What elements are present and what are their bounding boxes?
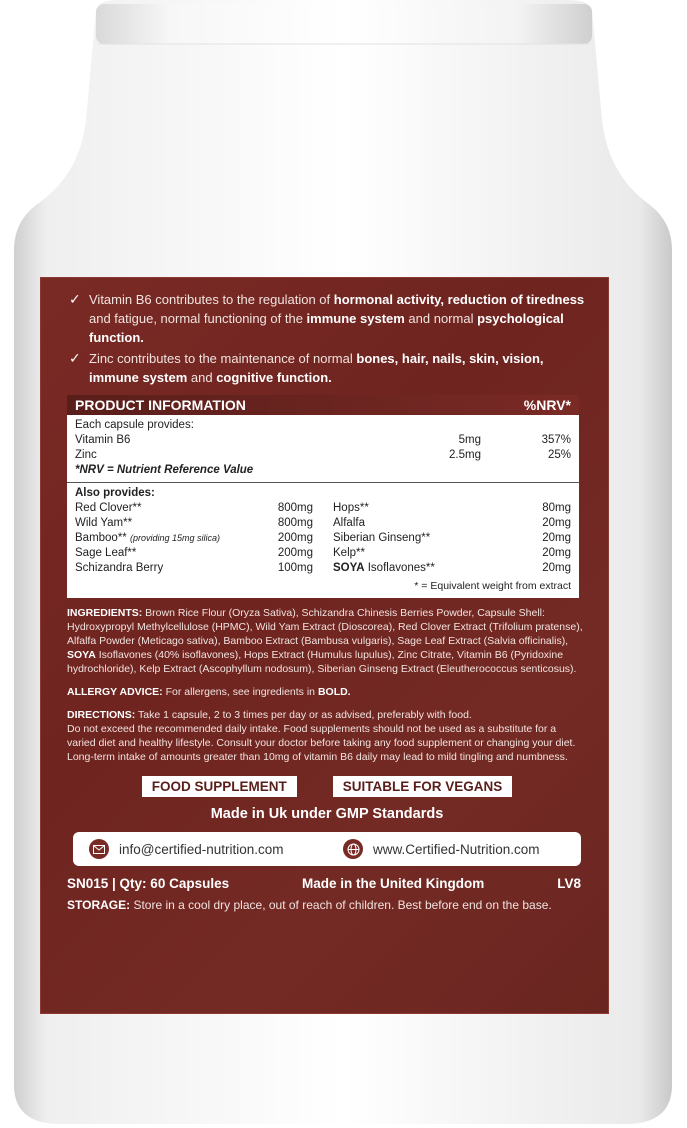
- claim-zinc: ✓ Zinc contributes to the maintenance of normal bones, hair, nails, skin, vision, immune system and cognitive function.: [69, 350, 544, 385]
- food-supplement-badge: FOOD SUPPLEMENT: [142, 776, 297, 797]
- also-row: Bamboo** (providing 15mg silica) 200mg: [75, 532, 313, 544]
- also-row: Siberian Ginseng** 20mg: [333, 532, 571, 544]
- also-row: SOYA Isoflavones** 20mg: [333, 562, 571, 574]
- directions-text: DIRECTIONS: Take 1 capsule, 2 to 3 times per day or as advised, preferably with food. Do not exceed the recommended daily intake. Food supplements should not be used as a substitute for a varied diet and healthy lifestyle. Consult your doctor before taking any food supplement or changing your diet. Long-term intake of amounts greater than 10mg of vitamin B6 daily may lead to mild tingling and numbness.: [67, 709, 576, 763]
- also-row: Alfalfa 20mg: [333, 517, 571, 529]
- also-provides-title: Also provides:: [75, 487, 155, 499]
- nutrient-row: Vitamin B6 5mg 357%: [75, 434, 571, 446]
- nutrient-row: Zinc 2.5mg 25%: [75, 449, 571, 461]
- email-text: info@certified-nutrition.com: [119, 841, 284, 857]
- contact-bar: [73, 832, 581, 866]
- also-row: Hops** 80mg: [333, 502, 571, 514]
- email-icon: [89, 839, 109, 859]
- storage-text: STORAGE: Store in a cool dry place, out of reach of children. Best before end on the base.: [67, 898, 552, 912]
- also-row: Kelp** 20mg: [333, 547, 571, 559]
- also-row: Sage Leaf** 200mg: [75, 547, 313, 559]
- footer-line: SN015 | Qty: 60 Capsules Made in the United Kingdom LV8: [67, 876, 581, 891]
- vegan-badge: SUITABLE FOR VEGANS: [333, 776, 513, 797]
- gmp-statement: Made in Uk under GMP Standards: [210, 806, 444, 822]
- equivalent-weight-note: * = Equivalent weight from extract: [414, 580, 571, 592]
- product-information-panel: [67, 395, 579, 598]
- allergy-advice: ALLERGY ADVICE: For allergens, see ingredients in BOLD.: [67, 686, 351, 698]
- website-text: www.Certified-Nutrition.com: [373, 841, 540, 857]
- also-row: Wild Yam** 800mg: [75, 517, 313, 529]
- each-capsule-label: Each capsule provides:: [75, 419, 194, 431]
- product-label: [40, 277, 609, 1014]
- bottle-cap: [96, 4, 592, 44]
- globe-icon: [343, 839, 363, 859]
- nrv-note: *NRV = Nutrient Reference Value: [75, 464, 254, 476]
- check-icon: ✓: [69, 350, 81, 366]
- ingredients-text: INGREDIENTS: Brown Rice Flour (Oryza Sativa), Schizandra Chinesis Berries Powder, Capsule Shell: Hydroxypropyl Methylcellulose (HPMC), Wild Yam Extract (Dioscorea), Red Clover Extract (Trifolium pratense), Alfalfa Powder (Meticago sativa), Bamboo Extract (Bambusa vulgaris), Sage Leaf Extract (Salvia officinalis), SOYA Isoflavones (40% isoflavones), Hops Extract (Humulus lupulus), Zinc Citrate, Vitamin B6 (Pyridoxine hydrochloride), Kelp Extract (Ascophyllum nodosum), Siberian Ginseng Extract (Eleutherococcus senticosus).: [67, 607, 583, 675]
- check-icon: ✓: [69, 291, 81, 307]
- also-row: Schizandra Berry 100mg: [75, 562, 313, 574]
- panel-heading: PRODUCT INFORMATION %NRV*: [67, 395, 579, 415]
- claim-vitamin-b6: ✓ Vitamin B6 contributes to the regulation of hormonal activity, reduction of tiredness and fatigue, normal functioning of the immune system and normal psychological function.: [69, 291, 585, 345]
- also-row: Red Clover** 800mg: [75, 502, 313, 514]
